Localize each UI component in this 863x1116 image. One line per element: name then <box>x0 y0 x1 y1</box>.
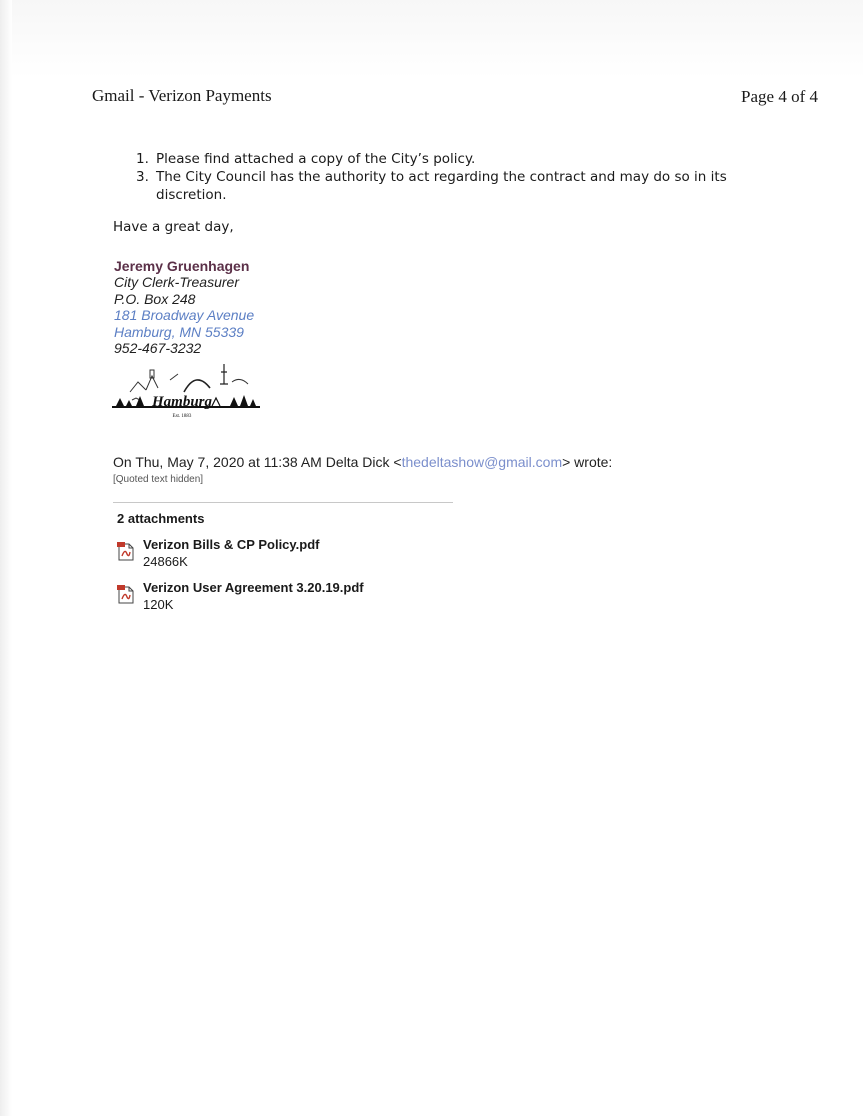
signature-street-link[interactable]: 181 Broadway Avenue <box>114 307 255 324</box>
attachment-name[interactable]: Verizon User Agreement 3.20.19.pdf <box>143 580 364 595</box>
quoted-header-suffix: > wrote: <box>562 454 613 470</box>
attachment-size: 24866K <box>143 554 188 569</box>
numbered-list <box>133 150 783 204</box>
signature-po-box: P.O. Box 248 <box>114 290 196 307</box>
page-title: Gmail - Verizon Payments <box>92 86 272 105</box>
list-number: 3. <box>136 169 149 185</box>
quoted-header <box>113 454 612 470</box>
closing-greeting: Have a great day, <box>113 219 234 235</box>
logo-wordmark: Hamburg <box>151 394 213 410</box>
pdf-icon <box>117 585 135 605</box>
list-text: The City Council has the authority to act regarding the contract and may do so in its discretion. <box>156 169 727 203</box>
list-text: Please find attached a copy of the City’s policy. <box>156 151 476 167</box>
logo-established: Est. 1883 <box>172 414 192 419</box>
email-signature <box>114 258 254 356</box>
signature-title: City Clerk-Treasurer <box>114 274 239 291</box>
attachments-title: 2 attachments <box>117 511 205 526</box>
hamburg-logo <box>112 362 260 420</box>
list-number: 1. <box>136 151 149 167</box>
list-item <box>133 168 783 204</box>
attachment-name[interactable]: Verizon Bills & CP Policy.pdf <box>143 537 320 552</box>
signature-city-link[interactable]: Hamburg, MN 55339 <box>114 323 244 340</box>
sender-email-link[interactable]: thedeltashow@gmail.com <box>401 454 563 470</box>
signature-name: Jeremy Gruenhagen <box>114 258 250 274</box>
scan-shadow-top <box>0 0 863 78</box>
signature-phone: 952-467-3232 <box>114 340 202 357</box>
page-number: Page 4 of 4 <box>741 87 818 106</box>
attachments-divider <box>113 502 453 503</box>
list-item <box>133 150 783 168</box>
scan-shadow-left <box>0 0 12 1116</box>
attachment-size: 120K <box>143 597 174 612</box>
pdf-icon <box>117 542 135 562</box>
quoted-header-prefix: On Thu, May 7, 2020 at 11:38 AM Delta Dick < <box>113 454 402 470</box>
quoted-text-hidden[interactable]: [Quoted text hidden] <box>113 474 204 485</box>
